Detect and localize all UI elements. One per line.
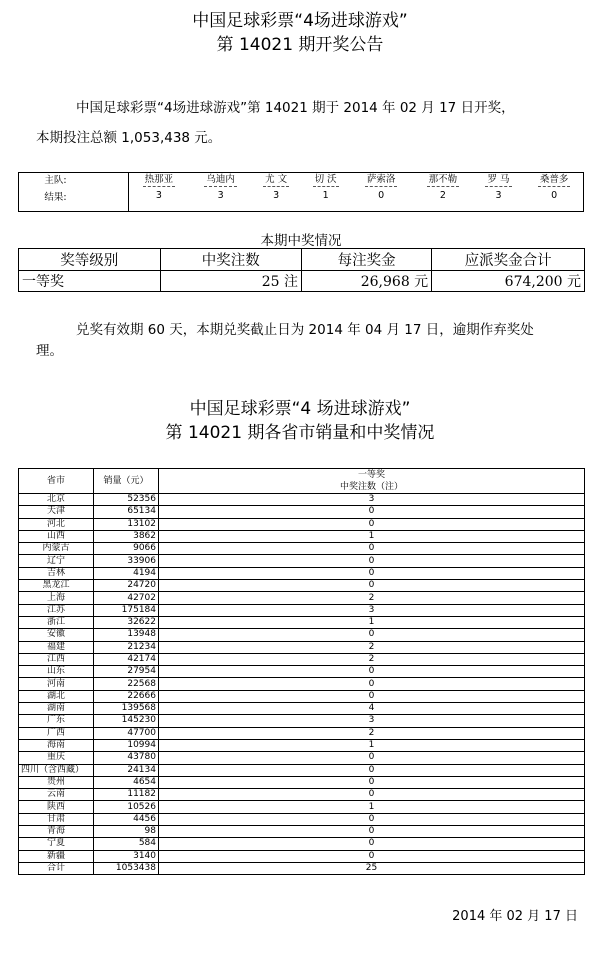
prize-total: 674,200 元 xyxy=(432,271,585,292)
notice-line-2: 理。 xyxy=(36,343,63,359)
prize-header-count: 中奖注数 xyxy=(160,249,302,271)
province-name: 山西 xyxy=(19,530,94,542)
prize-per: 26,968 元 xyxy=(302,271,432,292)
province-name: 安徽 xyxy=(19,629,94,641)
province-wins: 0 xyxy=(159,764,585,776)
province-row xyxy=(19,592,585,604)
result-cell: 3 xyxy=(273,190,280,201)
announcement-title: 中国足球彩票“4场进球游戏” xyxy=(192,11,408,31)
provinces-title: 中国足球彩票“4 场进球游戏” xyxy=(189,399,411,419)
province-wins: 0 xyxy=(159,629,585,641)
provinces-table xyxy=(18,468,585,875)
team-cell: 桑普多 xyxy=(523,170,585,187)
province-row xyxy=(19,690,585,702)
province-name: 云南 xyxy=(19,789,94,801)
province-wins: 3 xyxy=(159,604,585,616)
result-cell: 2 xyxy=(439,190,446,201)
province-wins: 25 xyxy=(159,862,585,874)
province-name: 贵州 xyxy=(19,776,94,788)
prize-header-row xyxy=(19,249,585,271)
province-name: 河北 xyxy=(19,518,94,530)
province-row xyxy=(19,801,585,813)
province-wins: 0 xyxy=(159,826,585,838)
match-table xyxy=(18,170,585,204)
footer-date: 2014 年 02 月 17 日 xyxy=(452,909,578,924)
province-row xyxy=(19,727,585,739)
province-name: 江苏 xyxy=(19,604,94,616)
province-name: 福建 xyxy=(19,641,94,653)
team-cell: 萨索洛 xyxy=(350,170,412,187)
result-cell: 3 xyxy=(155,190,162,201)
province-wins: 0 xyxy=(159,813,585,825)
prize-grade: 一等奖 xyxy=(19,271,161,292)
province-name: 湖南 xyxy=(19,703,94,715)
team-cell: 切 沃 xyxy=(301,170,350,187)
province-wins: 0 xyxy=(159,752,585,764)
prize-caption: 本期中奖情况 xyxy=(260,233,342,249)
province-wins: 2 xyxy=(159,641,585,653)
province-name: 江西 xyxy=(19,653,94,665)
province-name: 上海 xyxy=(19,592,94,604)
col-grade-header: 一等奖 xyxy=(159,469,585,482)
team-cell: 热那亚 xyxy=(128,170,190,187)
province-sales: 10994 xyxy=(94,739,159,751)
province-row xyxy=(19,838,585,850)
province-sales: 43780 xyxy=(94,752,159,764)
province-sales: 4654 xyxy=(94,776,159,788)
province-sales: 32622 xyxy=(94,616,159,628)
province-sales: 52356 xyxy=(94,494,159,506)
province-name: 广东 xyxy=(19,715,94,727)
province-wins: 2 xyxy=(159,653,585,665)
result-label: 结果: xyxy=(44,191,67,203)
province-sales: 13948 xyxy=(94,629,159,641)
province-sales: 47700 xyxy=(94,727,159,739)
province-wins: 0 xyxy=(159,555,585,567)
province-wins: 0 xyxy=(159,567,585,579)
province-row xyxy=(19,789,585,801)
province-row xyxy=(19,764,585,776)
province-sales: 22568 xyxy=(94,678,159,690)
province-row xyxy=(19,739,585,751)
province-name: 吉林 xyxy=(19,567,94,579)
province-name: 合计 xyxy=(19,862,94,874)
province-name: 重庆 xyxy=(19,752,94,764)
province-wins: 1 xyxy=(159,801,585,813)
prize-count: 25 注 xyxy=(160,271,302,292)
province-row xyxy=(19,555,585,567)
province-row xyxy=(19,813,585,825)
province-row xyxy=(19,543,585,555)
province-row xyxy=(19,678,585,690)
province-wins: 0 xyxy=(159,678,585,690)
prize-row xyxy=(19,271,585,292)
team-cell: 罗 马 xyxy=(474,170,523,187)
province-sales: 9066 xyxy=(94,543,159,555)
province-wins: 0 xyxy=(159,690,585,702)
province-sales: 42702 xyxy=(94,592,159,604)
province-name: 广西 xyxy=(19,727,94,739)
province-name: 天津 xyxy=(19,506,94,518)
result-cell: 1 xyxy=(322,190,329,201)
province-sales: 33906 xyxy=(94,555,159,567)
province-name: 宁夏 xyxy=(19,838,94,850)
provinces-table-body xyxy=(19,494,585,875)
province-name: 北京 xyxy=(19,494,94,506)
province-sales: 22666 xyxy=(94,690,159,702)
province-row xyxy=(19,862,585,874)
province-wins: 0 xyxy=(159,838,585,850)
province-wins: 0 xyxy=(159,776,585,788)
province-name: 陕西 xyxy=(19,801,94,813)
province-wins: 2 xyxy=(159,592,585,604)
province-row xyxy=(19,629,585,641)
intro-line-1: 中国足球彩票“4场进球游戏”第 14021 期于 2014 年 02 月 17 日开奖， xyxy=(76,100,515,116)
province-name: 新疆 xyxy=(19,850,94,862)
province-sales: 98 xyxy=(94,826,159,838)
province-sales: 24134 xyxy=(94,764,159,776)
province-sales: 1053438 xyxy=(94,862,159,874)
province-name: 四川（含西藏） xyxy=(19,764,94,776)
province-wins: 3 xyxy=(159,494,585,506)
province-row xyxy=(19,580,585,592)
province-wins: 2 xyxy=(159,727,585,739)
provinces-header-row xyxy=(19,469,585,482)
notice-line-1: 兑奖有效期 60 天，本期兑奖截止日为 2014 年 04 月 17 日，逾期作弃奖处 xyxy=(76,322,534,338)
match-results-row xyxy=(18,187,585,204)
province-name: 黑龙江 xyxy=(19,580,94,592)
province-wins: 0 xyxy=(159,666,585,678)
province-row xyxy=(19,666,585,678)
provinces-subtitle: 第 14021 期各省市销量和中奖情况 xyxy=(165,423,435,443)
col-sales-header: 销量（元） xyxy=(94,469,159,494)
province-wins: 0 xyxy=(159,789,585,801)
prize-table xyxy=(18,248,585,292)
prize-header-grade: 奖等级别 xyxy=(19,249,161,271)
province-name: 辽宁 xyxy=(19,555,94,567)
province-row xyxy=(19,518,585,530)
province-row xyxy=(19,653,585,665)
province-name: 湖北 xyxy=(19,690,94,702)
province-wins: 0 xyxy=(159,850,585,862)
intro-line-2: 本期投注总额 1,053,438 元。 xyxy=(36,130,222,146)
province-wins: 4 xyxy=(159,703,585,715)
province-row xyxy=(19,752,585,764)
province-name: 河南 xyxy=(19,678,94,690)
province-sales: 3862 xyxy=(94,530,159,542)
province-wins: 1 xyxy=(159,739,585,751)
province-wins: 1 xyxy=(159,530,585,542)
province-row xyxy=(19,703,585,715)
prize-header-per: 每注奖金 xyxy=(302,249,432,271)
province-wins: 1 xyxy=(159,616,585,628)
province-wins: 0 xyxy=(159,518,585,530)
province-sales: 145230 xyxy=(94,715,159,727)
province-sales: 3140 xyxy=(94,850,159,862)
province-sales: 13102 xyxy=(94,518,159,530)
home-team-label: 主队: xyxy=(44,174,67,186)
province-wins: 3 xyxy=(159,715,585,727)
province-sales: 584 xyxy=(94,838,159,850)
province-row xyxy=(19,616,585,628)
province-sales: 11182 xyxy=(94,789,159,801)
province-sales: 4194 xyxy=(94,567,159,579)
result-cell: 0 xyxy=(551,190,558,201)
province-wins: 0 xyxy=(159,580,585,592)
province-name: 青海 xyxy=(19,826,94,838)
province-row xyxy=(19,567,585,579)
result-cell: 3 xyxy=(495,190,502,201)
team-cell: 乌迪内 xyxy=(190,170,252,187)
result-cell: 0 xyxy=(378,190,385,201)
province-sales: 42174 xyxy=(94,653,159,665)
province-row xyxy=(19,641,585,653)
province-row xyxy=(19,506,585,518)
province-name: 甘肃 xyxy=(19,813,94,825)
team-cell: 尤 文 xyxy=(251,170,300,187)
province-sales: 27954 xyxy=(94,666,159,678)
province-row xyxy=(19,494,585,506)
province-row xyxy=(19,530,585,542)
province-name: 海南 xyxy=(19,739,94,751)
province-row xyxy=(19,776,585,788)
province-row xyxy=(19,715,585,727)
province-name: 内蒙古 xyxy=(19,543,94,555)
col-wins-header: 中奖注数（注） xyxy=(159,481,585,494)
match-teams-row xyxy=(18,170,585,187)
province-name: 山东 xyxy=(19,666,94,678)
announcement-subtitle: 第 14021 期开奖公告 xyxy=(216,35,384,55)
province-wins: 0 xyxy=(159,506,585,518)
province-name: 浙江 xyxy=(19,616,94,628)
province-row xyxy=(19,604,585,616)
province-wins: 0 xyxy=(159,543,585,555)
province-sales: 65134 xyxy=(94,506,159,518)
province-sales: 10526 xyxy=(94,801,159,813)
province-row xyxy=(19,850,585,862)
province-row xyxy=(19,826,585,838)
col-province-header: 省市 xyxy=(19,469,94,494)
province-sales: 139568 xyxy=(94,703,159,715)
province-sales: 24720 xyxy=(94,580,159,592)
team-cell: 那不勒 xyxy=(412,170,474,187)
result-cell: 3 xyxy=(217,190,224,201)
province-sales: 4456 xyxy=(94,813,159,825)
province-sales: 21234 xyxy=(94,641,159,653)
province-sales: 175184 xyxy=(94,604,159,616)
prize-header-total: 应派奖金合计 xyxy=(432,249,585,271)
